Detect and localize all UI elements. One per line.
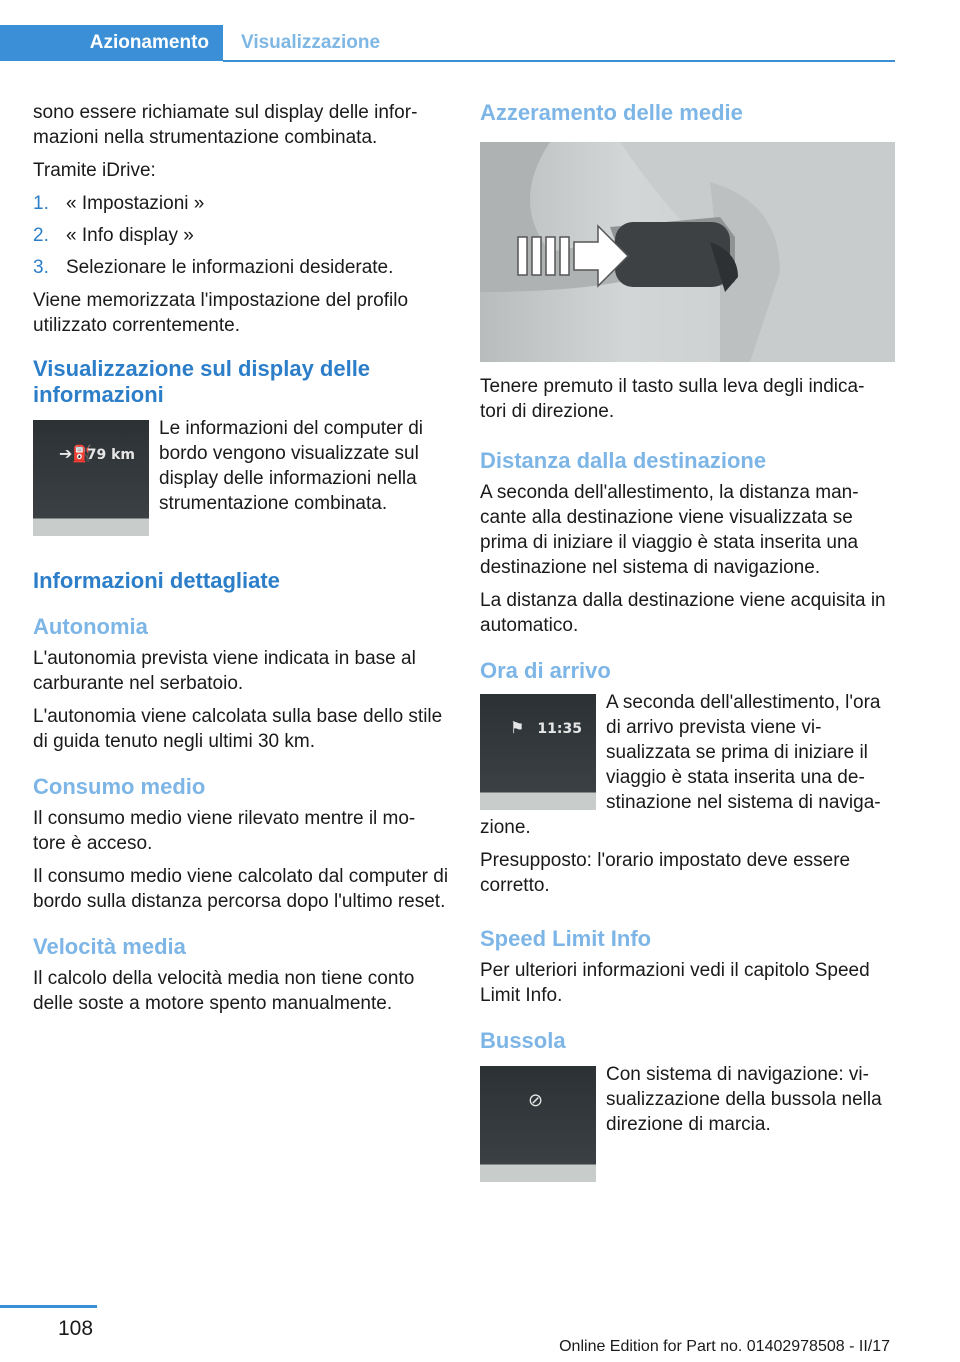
edition-text: Online Edition for Part no. 01402978508 - II/17 bbox=[559, 1338, 890, 1355]
arrivo-figure bbox=[480, 690, 896, 840]
autonomia-heading: Autonomia bbox=[33, 614, 148, 639]
lever-illustration bbox=[480, 142, 895, 362]
tab-visualizzazione[interactable]: Visualizzazione bbox=[241, 32, 381, 53]
speed-p1: Per ulteriori informazioni vedi il capitolo Speed Limit Info. bbox=[480, 960, 870, 1006]
compass-icon: ⊘ bbox=[528, 1090, 544, 1110]
range-display-image bbox=[33, 420, 149, 536]
display-heading: Visualizzazione sul display delle informazioni bbox=[33, 356, 371, 407]
autonomia-p1: L'autonomia prevista viene indicata in base al carburante nel serbatoio. bbox=[33, 648, 416, 694]
footer-divider bbox=[0, 1305, 97, 1308]
turn-signal-lever-image bbox=[480, 142, 895, 362]
arrivo-heading: Ora di arrivo bbox=[480, 658, 611, 683]
bussola-figure bbox=[480, 1062, 896, 1186]
distanza-heading: Distanza dalla destinazione bbox=[480, 448, 767, 473]
right-column bbox=[480, 100, 896, 1186]
compass-display-image bbox=[480, 1066, 596, 1182]
consumo-p2: Il consumo medio viene calcolato dal computer di bordo sulla distanza percorsa dopo l'ultimo reset. bbox=[33, 866, 449, 912]
fuel-range-icon: ➔⛽ bbox=[59, 446, 93, 463]
page-number: 108 bbox=[58, 1317, 94, 1340]
list-item bbox=[33, 223, 449, 248]
azzeramento-heading: Azzeramento delle medie bbox=[480, 100, 743, 125]
steps-list bbox=[33, 191, 449, 280]
intro-text: sono essere richiamate sul display delle infor‐ mazioni nella strumentazione combinata. bbox=[33, 102, 418, 148]
idrive-text: Tramite iDrive: bbox=[33, 160, 156, 181]
autonomia-p2: L'autonomia viene calcolata sulla base dello stile di guida tenuto negli ultimi 30 km. bbox=[33, 706, 443, 752]
speed-heading: Speed Limit Info bbox=[480, 926, 652, 951]
step-text: « Info display » bbox=[66, 225, 194, 246]
bussola-heading: Bussola bbox=[480, 1028, 566, 1053]
saved-text: Viene memorizzata l'impostazione del profilo utilizzato correntemente. bbox=[33, 290, 409, 336]
bussola-p1: Con sistema di navigazione: vi‐ sualizzazione della bussola nella direzione di marcia. bbox=[606, 1064, 882, 1135]
tab-azionamento[interactable]: Azionamento bbox=[0, 25, 223, 61]
left-column bbox=[33, 100, 449, 1024]
distanza-p2: La distanza dalla destinazione viene acquisita in automatico. bbox=[480, 590, 886, 636]
detail-heading: Informazioni dettagliate bbox=[33, 568, 280, 593]
arrivo-p2: Presupposto: l'orario impostato deve essere corretto. bbox=[480, 850, 851, 896]
azzeramento-caption: Tenere premuto il tasto sulla leva degli indica‐ tori di direzione. bbox=[480, 376, 865, 422]
arrivo-p1: A seconda dell'allestimento, l'ora di arrivo prevista viene vi‐ sualizzata se prima di iniziare il viaggio è stata inserita una de‐ stinazione nel sistema di naviga‐ zione. bbox=[480, 692, 881, 838]
velocita-heading: Velocità media bbox=[33, 934, 186, 959]
consumo-p1: Il consumo medio viene rilevato mentre il mo‐ tore è acceso. bbox=[33, 808, 416, 854]
list-item bbox=[33, 191, 449, 216]
distanza-p1: A seconda dell'allestimento, la distanza man‐ cante alla destinazione viene visualizzata se prima di iniziare il viaggio è stata inserita una destinazione nel sistema di navigazione. bbox=[480, 482, 859, 578]
display-text: Le informazioni del computer di bordo vengono visualizzate sul display delle informazioni nella strumentazione combinata. bbox=[159, 418, 424, 514]
step-text: Selezionare le informazioni desiderate. bbox=[66, 257, 394, 278]
destination-flag-icon: ⚑ bbox=[510, 720, 525, 737]
list-item bbox=[33, 255, 449, 280]
range-value: 79 km bbox=[86, 447, 135, 463]
step-number: 3. bbox=[33, 257, 49, 278]
velocita-p1: Il calcolo della velocità media non tiene conto delle soste a motore spento manualmente. bbox=[33, 968, 415, 1014]
header-divider bbox=[223, 60, 895, 62]
step-number: 2. bbox=[33, 225, 49, 246]
arrival-time-display-image bbox=[480, 694, 596, 810]
display-figure bbox=[33, 416, 449, 540]
consumo-heading: Consumo medio bbox=[33, 774, 206, 799]
arrival-time-value: 11:35 bbox=[537, 721, 582, 737]
step-text: « Impostazioni » bbox=[66, 193, 205, 214]
step-number: 1. bbox=[33, 193, 49, 214]
